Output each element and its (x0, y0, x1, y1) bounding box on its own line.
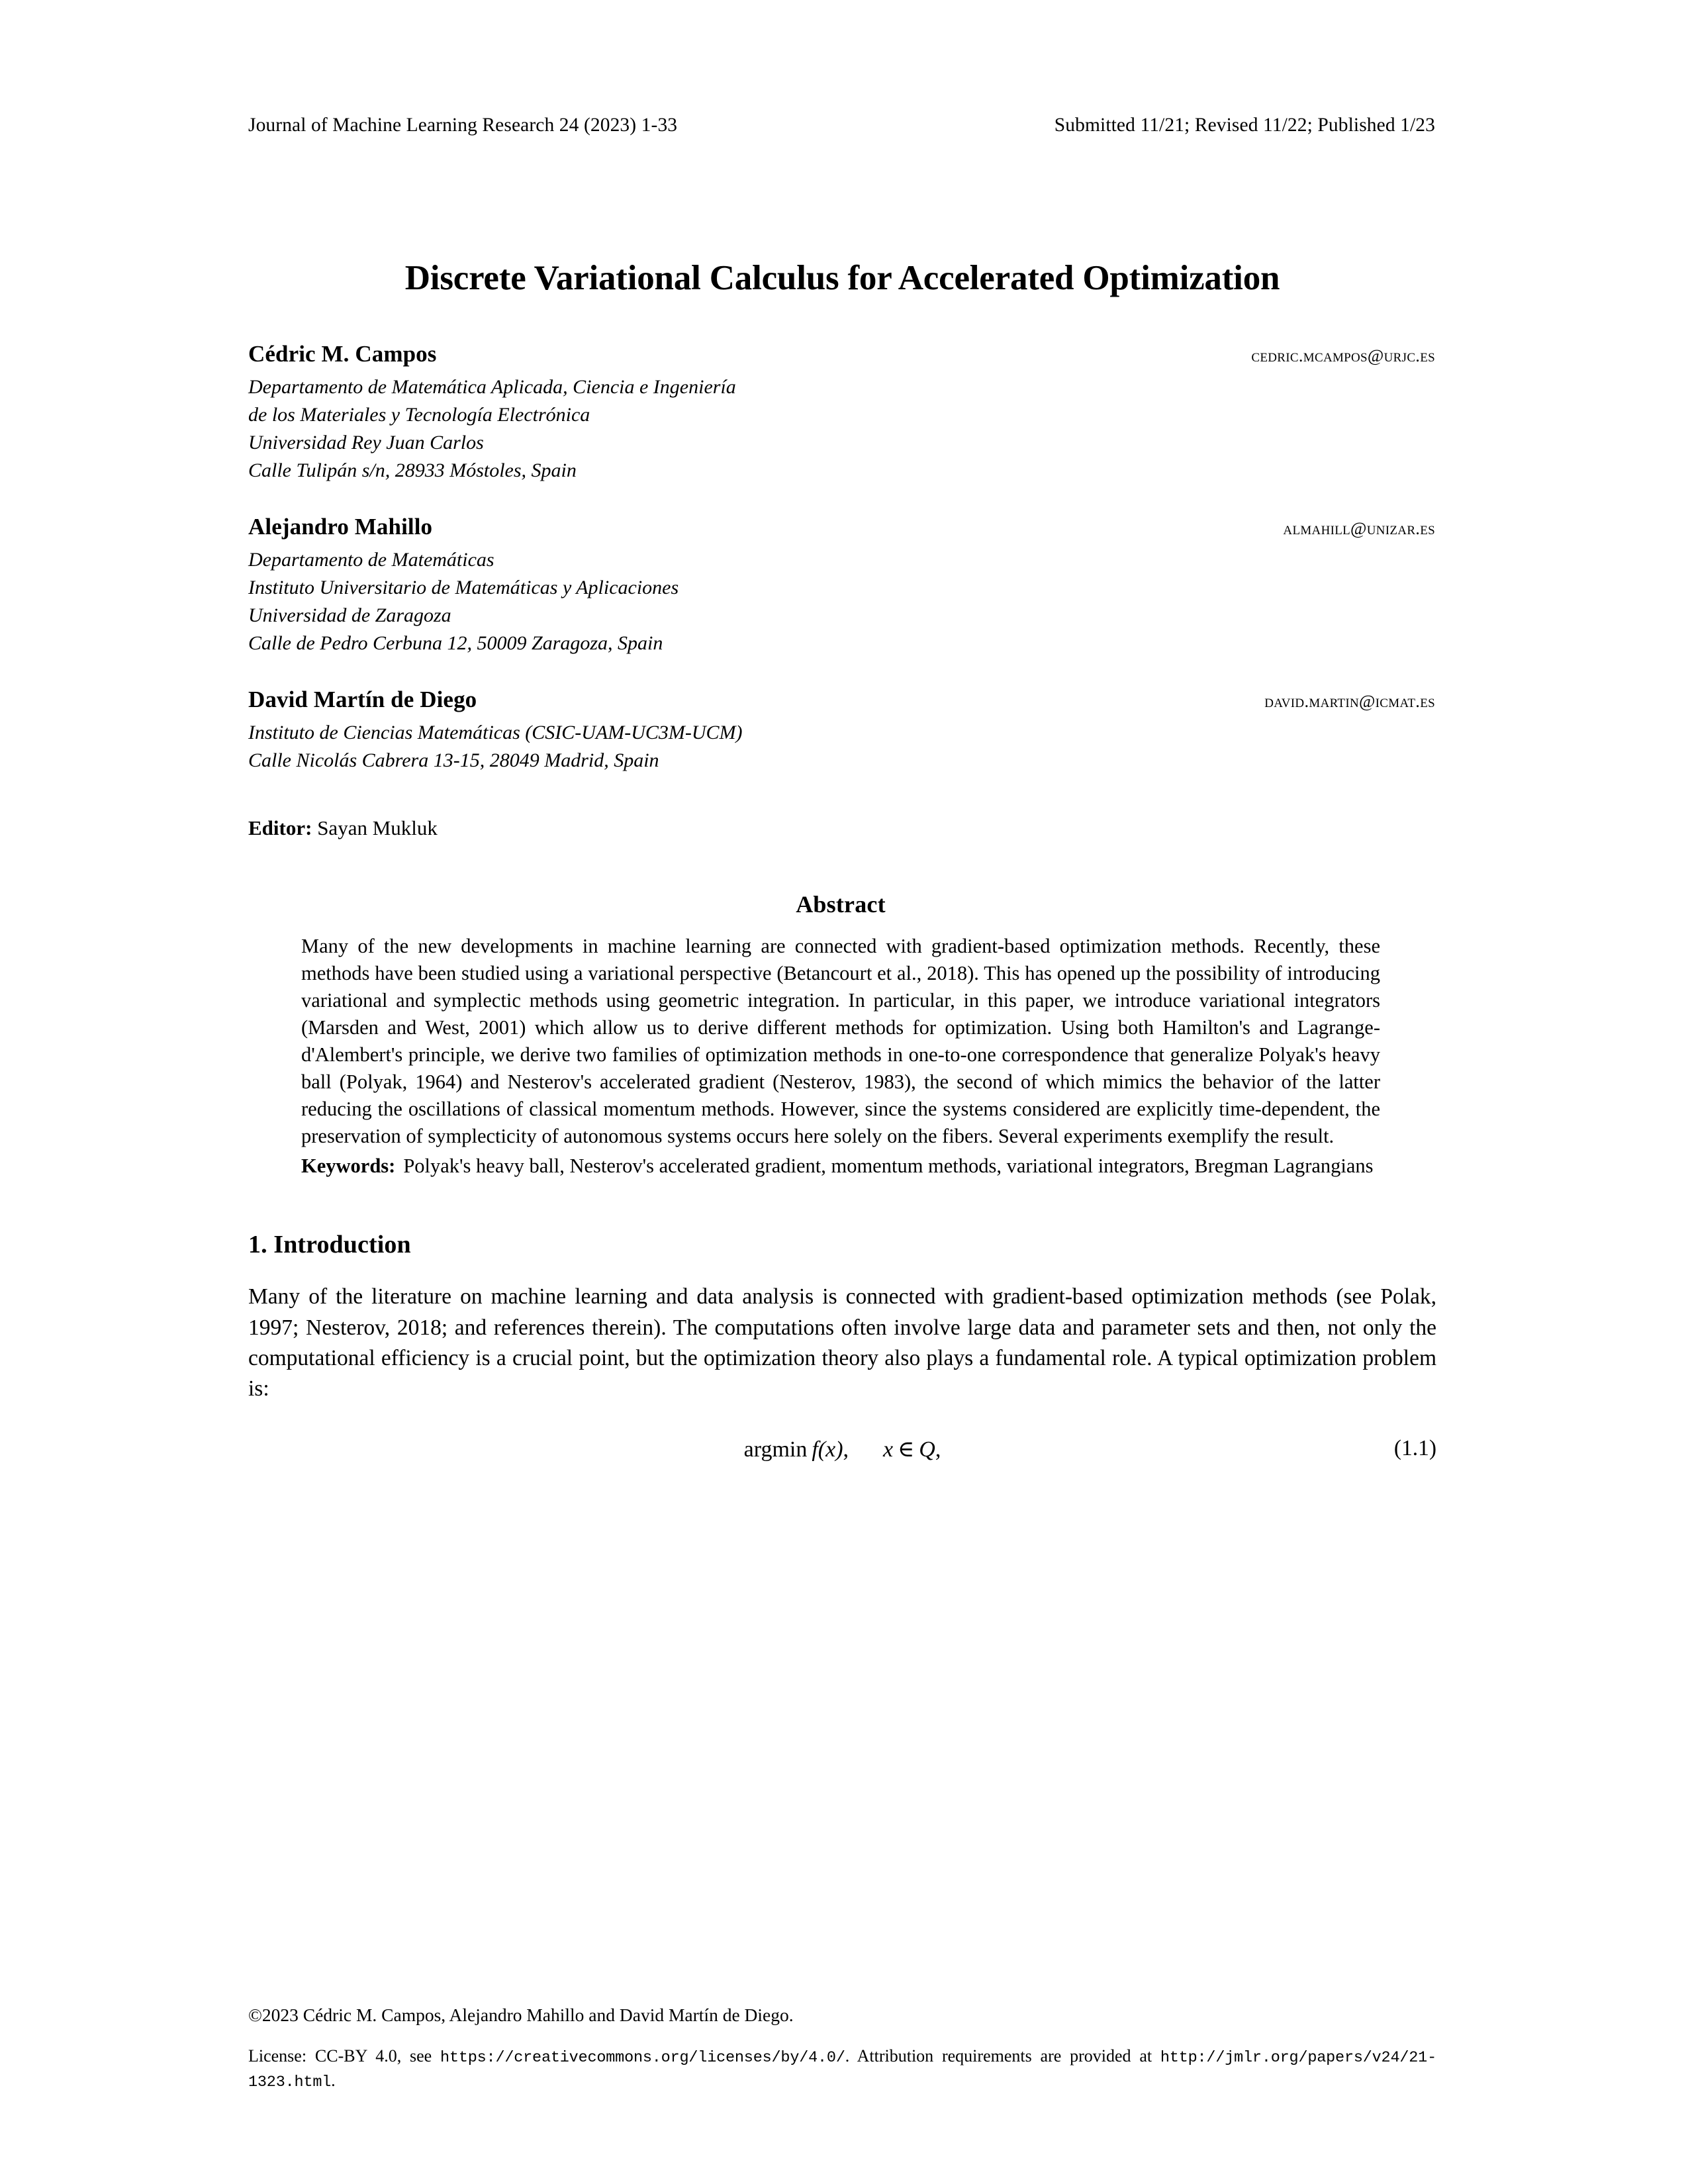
author-header-row (248, 687, 1436, 713)
paper-title: Discrete Variational Calculus for Accelerated Optimization (404, 259, 1280, 298)
introduction-paragraph: Many of the literature on machine learning and data analysis is connected with gradient-based optimization methods (see Polak, 1997; Nesterov, 2018; and references therein). The computations often involve large data and parameter sets and then, not only the computational efficiency is a crucial point, but the optimization theory also plays a fundamental role. A typical optimization problem is: (248, 1284, 1436, 1401)
equation-content (248, 1436, 1436, 1462)
element-of-icon: ∈ (898, 1437, 915, 1462)
affiliation-line: Instituto Universitario de Matemáticas y Aplicaciones (248, 577, 679, 599)
author-header-row (248, 341, 1436, 367)
author-email[interactable]: almahill@unizar.es (1283, 518, 1435, 539)
section-heading-introduction: 1. Introduction (248, 1231, 411, 1259)
keywords-line (301, 1153, 1380, 1180)
page-content (248, 0, 1436, 1480)
editor-label: Editor: (248, 816, 312, 840)
author-header-row (248, 514, 1436, 540)
license-prefix: License: CC-BY 4.0, see (248, 2046, 441, 2065)
page-footer (248, 2003, 1436, 2093)
license-suffix: . (331, 2071, 336, 2091)
author-name: Cédric M. Campos (248, 341, 437, 367)
journal-reference: Journal of Machine Learning Research 24 (2023) 1-33 (248, 115, 678, 136)
affiliation-line: Departamento de Matemáticas (248, 549, 494, 571)
abstract-heading: Abstract (796, 891, 886, 918)
abstract-text: Many of the new developments in machine learning are connected with gradient-based optimization methods. Recently, these methods have been studied using a variational perspective (Betancourt et al., 2018). This has opened up the possibility of introducing variational and symplectic methods using geometric integration. In particular, in this paper, we introduce variational integrators (Marsden and West, 2001) which allow us to derive different methods for optimization. Using both Hamilton's and Lagrange-d'Alembert's principle, we derive two families of optimization methods in one-to-one correspondence that generalize Polyak's heavy ball (Polyak, 1964) and Nesterov's accelerated gradient (Nesterov, 1983), the second of which mimics the behavior of the latter reducing the oscillations of classical momentum methods. However, since the systems considered are explicitly time-dependent, the preservation of symplecticity of autonomous systems occurs here solely on the fibers. Several experiments exemplify the result. (301, 935, 1380, 1148)
copyright-line: ©2023 Cédric M. Campos, Alejandro Mahillo and David Martín de Diego. (248, 2005, 794, 2025)
author-block (248, 514, 1436, 657)
constraint-set: Q (919, 1437, 935, 1462)
affiliation-line: Departamento de Matemática Aplicada, Ciencia e Ingeniería (248, 376, 736, 399)
equation-number: (1.1) (1393, 1435, 1436, 1460)
license-url[interactable]: https://creativecommons.org/licenses/by/4.0/ (440, 2048, 845, 2067)
author-block (248, 341, 1436, 485)
affiliation-line: Universidad de Zaragoza (248, 604, 451, 627)
affiliation-line: Calle Nicolás Cabrera 13-15, 28049 Madrid, Spain (248, 749, 659, 772)
editor-line (248, 816, 1436, 840)
submission-dates: Submitted 11/21; Revised 11/22; Published 1/23 (1054, 115, 1435, 136)
equation-1-1 (248, 1436, 1436, 1480)
affiliation-line: Instituto de Ciencias Matemáticas (CSIC-UAM-UC3M-UCM) (248, 722, 743, 744)
running-head (248, 114, 1436, 137)
objective-function: f(x) (812, 1437, 843, 1462)
paper-url[interactable]: http://jmlr.org/papers/v24/21-1323.html (248, 2048, 1436, 2092)
constraint-variable: x (883, 1437, 894, 1462)
author-name: Alejandro Mahillo (248, 514, 433, 540)
author-block (248, 687, 1436, 775)
abstract-section (301, 890, 1380, 1180)
keywords-text: Polyak's heavy ball, Nesterov's accelerated gradient, momentum methods, variational integrators, Bregman Lagrangians (403, 1155, 1374, 1178)
author-list (248, 341, 1436, 775)
affiliation-line: Universidad Rey Juan Carlos (248, 432, 484, 454)
equation-comma: , (843, 1437, 849, 1462)
editor-name: Sayan Mukluk (317, 816, 438, 840)
argmin-operator: argmin (743, 1437, 808, 1462)
keywords-label: Keywords: (301, 1155, 396, 1178)
affiliation-line: Calle de Pedro Cerbuna 12, 50009 Zaragoza, Spain (248, 632, 663, 655)
author-name: David Martín de Diego (248, 687, 477, 713)
license-line (248, 2044, 1436, 2094)
author-email[interactable]: david.martin@icmat.es (1264, 691, 1435, 712)
license-middle: . Attribution requirements are provided at (845, 2046, 1160, 2065)
affiliation-line: de los Materiales y Tecnología Electrónica (248, 404, 590, 426)
affiliation-line: Calle Tulipán s/n, 28933 Móstoles, Spain (248, 459, 577, 482)
equation-comma: , (935, 1437, 941, 1462)
author-email[interactable]: cedric.mcampos@urjc.es (1251, 346, 1435, 366)
